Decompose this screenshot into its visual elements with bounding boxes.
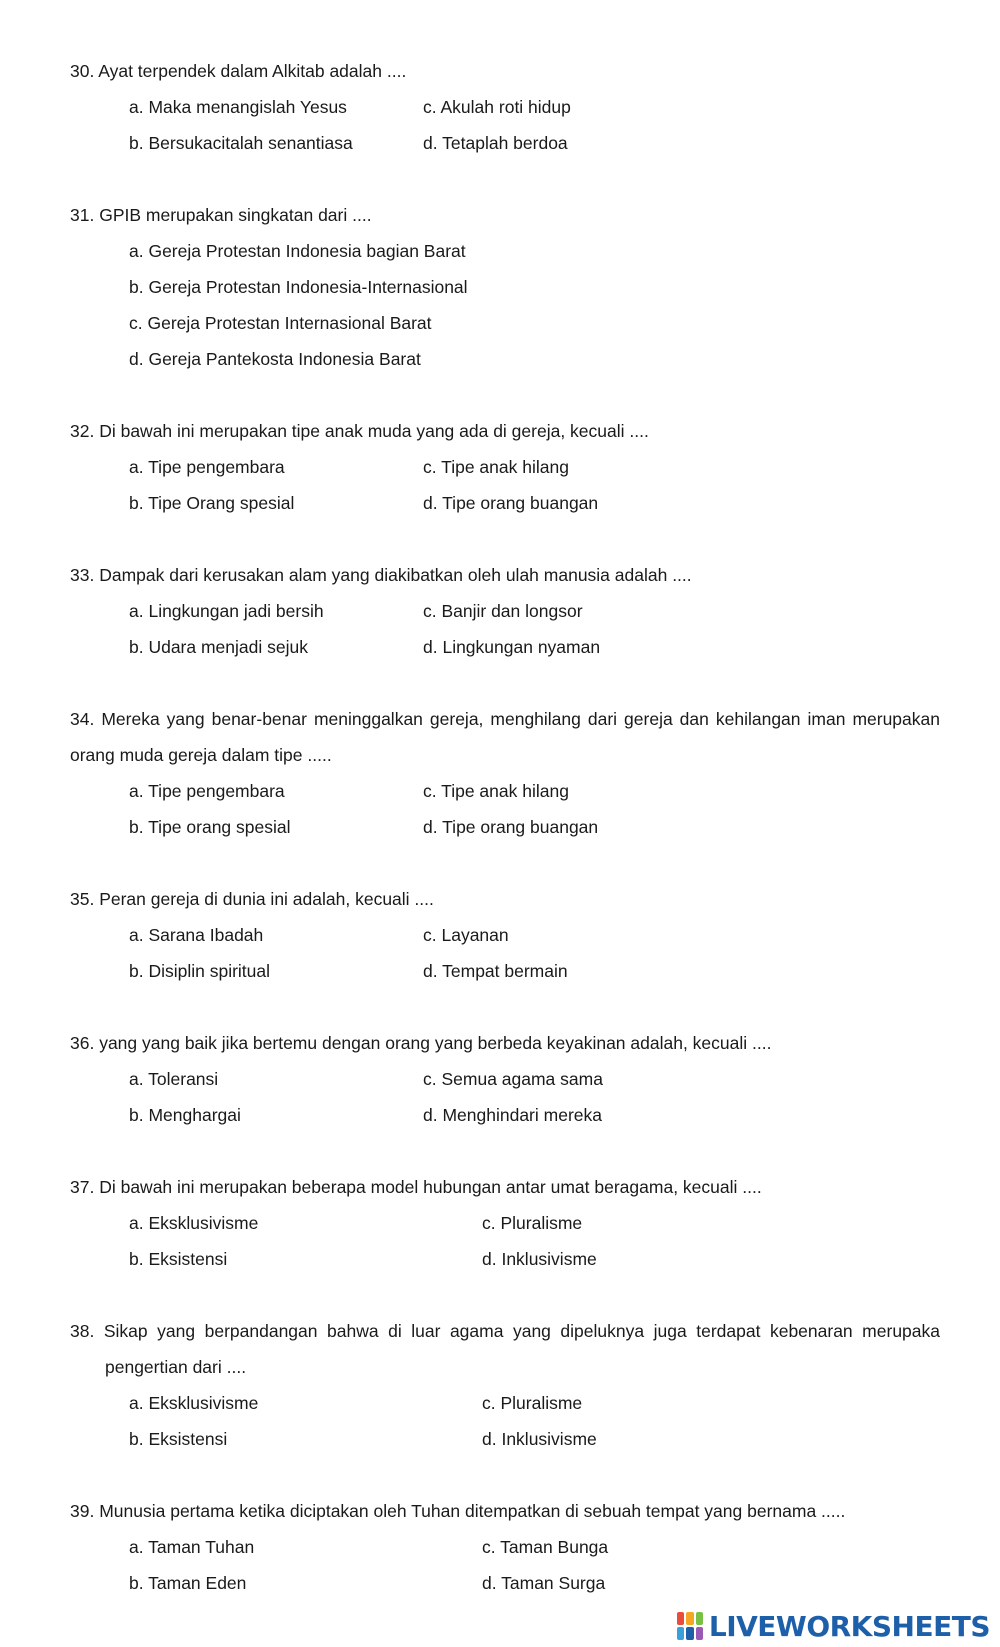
question-32 bbox=[70, 413, 940, 521]
options bbox=[70, 1205, 940, 1277]
option-b[interactable]: b. Bersukacitalah senantiasa bbox=[129, 133, 353, 153]
option-b[interactable]: b. Tipe Orang spesial bbox=[129, 493, 295, 513]
option-a[interactable]: a. Eksklusivisme bbox=[129, 1213, 259, 1233]
options bbox=[70, 449, 940, 521]
question-33 bbox=[70, 557, 940, 665]
question-number: 36. bbox=[70, 1033, 95, 1053]
option-a[interactable]: a. Sarana Ibadah bbox=[129, 925, 264, 945]
option-a[interactable]: a. Lingkungan jadi bersih bbox=[129, 601, 324, 621]
question-number: 33. bbox=[70, 565, 95, 585]
question-39 bbox=[70, 1493, 940, 1601]
option-d[interactable]: d. Lingkungan nyaman bbox=[423, 637, 601, 657]
question-number: 37. bbox=[70, 1177, 95, 1197]
option-b[interactable]: b. Eksistensi bbox=[129, 1429, 228, 1449]
option-a[interactable]: a. Gereja Protestan Indonesia bagian Barat bbox=[129, 241, 466, 261]
question-text: Di bawah ini merupakan tipe anak muda yang ada di gereja, kecuali .... bbox=[99, 421, 649, 441]
question-34 bbox=[70, 701, 940, 845]
option-c[interactable]: c. Taman Bunga bbox=[482, 1537, 609, 1557]
question-text: yang yang baik jika bertemu dengan orang yang berbeda keyakinan adalah, kecuali .... bbox=[99, 1033, 772, 1053]
option-d[interactable]: d. Tempat bermain bbox=[423, 961, 568, 981]
option-c[interactable]: c. Tipe anak hilang bbox=[423, 457, 569, 477]
option-d[interactable]: d. Menghindari mereka bbox=[423, 1105, 602, 1125]
question-number: 34. bbox=[70, 709, 95, 729]
options bbox=[70, 1061, 940, 1133]
option-d[interactable]: d. Taman Surga bbox=[482, 1573, 606, 1593]
option-d[interactable]: d. Inklusivisme bbox=[482, 1429, 597, 1449]
question-38 bbox=[70, 1313, 940, 1457]
option-a[interactable]: a. Tipe pengembara bbox=[129, 781, 285, 801]
question-36 bbox=[70, 1025, 940, 1133]
option-d[interactable]: d. Tetaplah berdoa bbox=[423, 133, 568, 153]
question-text: Ayat terpendek dalam Alkitab adalah .... bbox=[98, 61, 407, 81]
question-number: 31. bbox=[70, 205, 95, 225]
option-b[interactable]: b. Disiplin spiritual bbox=[129, 961, 271, 981]
options bbox=[70, 1529, 940, 1601]
option-d[interactable]: d. Inklusivisme bbox=[482, 1249, 597, 1269]
question-number: 30. bbox=[70, 61, 95, 81]
options bbox=[70, 233, 940, 377]
question-30 bbox=[70, 53, 940, 161]
question-number: 35. bbox=[70, 889, 95, 909]
option-b[interactable]: b. Gereja Protestan Indonesia-Internasional bbox=[129, 277, 468, 297]
question-text: Peran gereja di dunia ini adalah, kecuali .... bbox=[99, 889, 434, 909]
question-number: 38. bbox=[70, 1321, 95, 1341]
option-c[interactable]: c. Tipe anak hilang bbox=[423, 781, 569, 801]
options bbox=[70, 593, 940, 665]
option-b[interactable]: b. Tipe orang spesial bbox=[129, 817, 291, 837]
options bbox=[70, 1385, 940, 1457]
option-a[interactable]: a. Taman Tuhan bbox=[129, 1537, 255, 1557]
option-b[interactable]: b. Eksistensi bbox=[129, 1249, 228, 1269]
question-text: Sikap yang berpandangan bahwa di luar agama yang dipeluknya juga terdapat kebenaran merupaka bbox=[103, 1321, 940, 1341]
question-text-continued: pengertian dari .... bbox=[105, 1357, 247, 1377]
question-text: Mereka yang benar-benar meninggalkan gereja, menghilang dari gereja dan kehilangan iman merupakan orang muda gereja dalam tipe ..... bbox=[70, 709, 940, 765]
option-b[interactable]: b. Menghargai bbox=[129, 1105, 241, 1125]
option-a[interactable]: a. Eksklusivisme bbox=[129, 1393, 259, 1413]
question-number: 39. bbox=[70, 1501, 95, 1521]
question-text: GPIB merupakan singkatan dari .... bbox=[99, 205, 372, 225]
question-35 bbox=[70, 881, 940, 989]
question-text: Munusia pertama ketika diciptakan oleh Tuhan ditempatkan di sebuah tempat yang bernama ..... bbox=[99, 1501, 846, 1521]
question-number: 32. bbox=[70, 421, 95, 441]
option-c[interactable]: c. Gereja Protestan Internasional Barat bbox=[129, 313, 432, 333]
logo-text: LIVEWORKSHEETS bbox=[708, 1609, 990, 1643]
option-a[interactable]: a. Maka menangislah Yesus bbox=[129, 97, 347, 117]
option-c[interactable]: c. Semua agama sama bbox=[423, 1069, 603, 1089]
option-c[interactable]: c. Banjir dan longsor bbox=[423, 601, 583, 621]
option-d[interactable]: d. Tipe orang buangan bbox=[423, 493, 599, 513]
options bbox=[70, 89, 940, 161]
liveworksheets-logo bbox=[677, 1610, 990, 1642]
question-37 bbox=[70, 1169, 940, 1277]
option-a[interactable]: a. Tipe pengembara bbox=[129, 457, 285, 477]
question-text: Dampak dari kerusakan alam yang diakibatkan oleh ulah manusia adalah .... bbox=[99, 565, 692, 585]
option-a[interactable]: a. Toleransi bbox=[129, 1069, 219, 1089]
question-text: Di bawah ini merupakan beberapa model hubungan antar umat beragama, kecuali .... bbox=[99, 1177, 762, 1197]
option-b[interactable]: b. Udara menjadi sejuk bbox=[129, 637, 308, 657]
logo-mark-icon bbox=[677, 1612, 703, 1640]
option-d[interactable]: d. Gereja Pantekosta Indonesia Barat bbox=[129, 349, 421, 369]
option-c[interactable]: c. Pluralisme bbox=[482, 1213, 583, 1233]
option-c[interactable]: c. Layanan bbox=[423, 925, 509, 945]
option-d[interactable]: d. Tipe orang buangan bbox=[423, 817, 599, 837]
question-31 bbox=[70, 197, 940, 377]
options bbox=[70, 917, 940, 989]
options bbox=[70, 773, 940, 845]
option-b[interactable]: b. Taman Eden bbox=[129, 1573, 247, 1593]
option-c[interactable]: c. Akulah roti hidup bbox=[423, 97, 571, 117]
option-c[interactable]: c. Pluralisme bbox=[482, 1393, 583, 1413]
